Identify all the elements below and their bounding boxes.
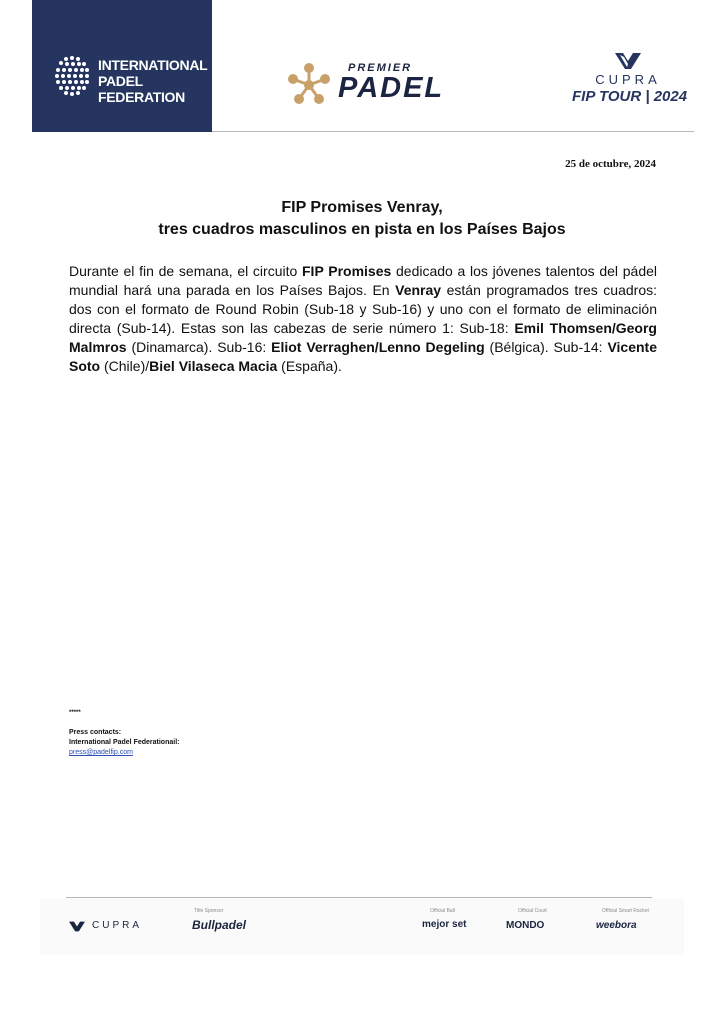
body-bold-seed-u18: Emil Thomsen/Georg Malmros [69,320,657,355]
body-text-7: (España). [277,358,342,374]
sponsor-label-title: Title Sponsor [194,908,224,914]
body-text-6: (Chile)/ [100,358,150,374]
contacts-org: International Padel Federationail: [69,739,180,746]
header [0,0,724,132]
title-line-2: tres cuadros masculinos en pista en los Países Bajos [158,221,566,238]
fip-tour-text: FIP TOUR | 2024 [572,88,688,105]
press-contacts [69,708,269,758]
fip-logo-block [32,0,212,132]
premier-padel-star-icon [286,62,332,108]
body-text-1: Durante el fin de semana, el circuito [69,263,302,279]
header-divider [212,131,694,132]
sponsor-logo-mejorset: mejor set [422,919,467,930]
sponsor-label-ball: Official Ball [430,908,455,914]
contacts-separator: ***** [69,710,81,716]
title-line-1: FIP Promises Venray, [281,199,443,216]
contacts-label: Press contacts: [69,729,122,736]
fip-logo-line-1: INTERNATIONAL [98,57,208,73]
premier-padel-logo [286,58,486,114]
cupra-fip-tour-logo [572,52,688,114]
body-text-4: (Dinamarca). Sub-16: [126,339,272,355]
sponsor-label-court: Official Court [518,908,547,914]
body-text-5: (Bélgica). Sub-14: [484,339,608,355]
premier-logo-big-text: PADEL [338,72,445,104]
cupra-sponsor-emblem-icon [68,921,86,932]
press-release-title [60,197,664,241]
sponsor-logo-bullpadel: Bullpadel [192,918,247,932]
contacts-email-link[interactable]: press@padelfip.com [69,749,133,756]
cupra-emblem-icon [614,52,642,70]
press-release-body [69,262,657,376]
sponsor-label-racket: Official Smart Racket [602,908,649,914]
body-text-3: están programados tres cuadros: dos con el formato de Round Robin (Sub-18 y Sub-16) y uno con el formato de eliminación directa (Sub-14). Estas son las cabezas de serie número 1: Sub-18: [69,282,657,336]
sponsor-logo-mondo: MONDO [506,920,545,931]
fip-logo-line-2: PADEL [98,73,143,89]
cupra-wordmark: CUPRA [595,72,661,87]
sponsor-footer [40,898,684,954]
fip-ball-icon [52,54,92,100]
body-bold-seed-u14-b: Biel Vilaseca Macia [149,358,278,374]
body-text-2: dedicado a los jóvenes talentos del pádel mundial hará una parada en los Países Bajos. En [69,263,658,298]
fip-logo-line-3: FEDERATION [98,89,185,105]
sponsor-logo-weebora: weebora [596,920,637,931]
sponsor-logo-cupra: CUPRA [92,920,143,931]
body-bold-seed-u16: Eliot Verraghen/Lenno Degeling [271,339,485,355]
premier-logo-small-text: PREMIER [348,62,413,74]
body-bold-seed-u14-a: Vicente Soto [69,339,657,374]
fip-logo-text [98,57,207,105]
body-bold-venray: Venray [395,282,442,298]
press-release-date: 25 de octubre, 2024 [565,158,656,170]
body-bold-fip-promises: FIP Promises [302,263,392,279]
